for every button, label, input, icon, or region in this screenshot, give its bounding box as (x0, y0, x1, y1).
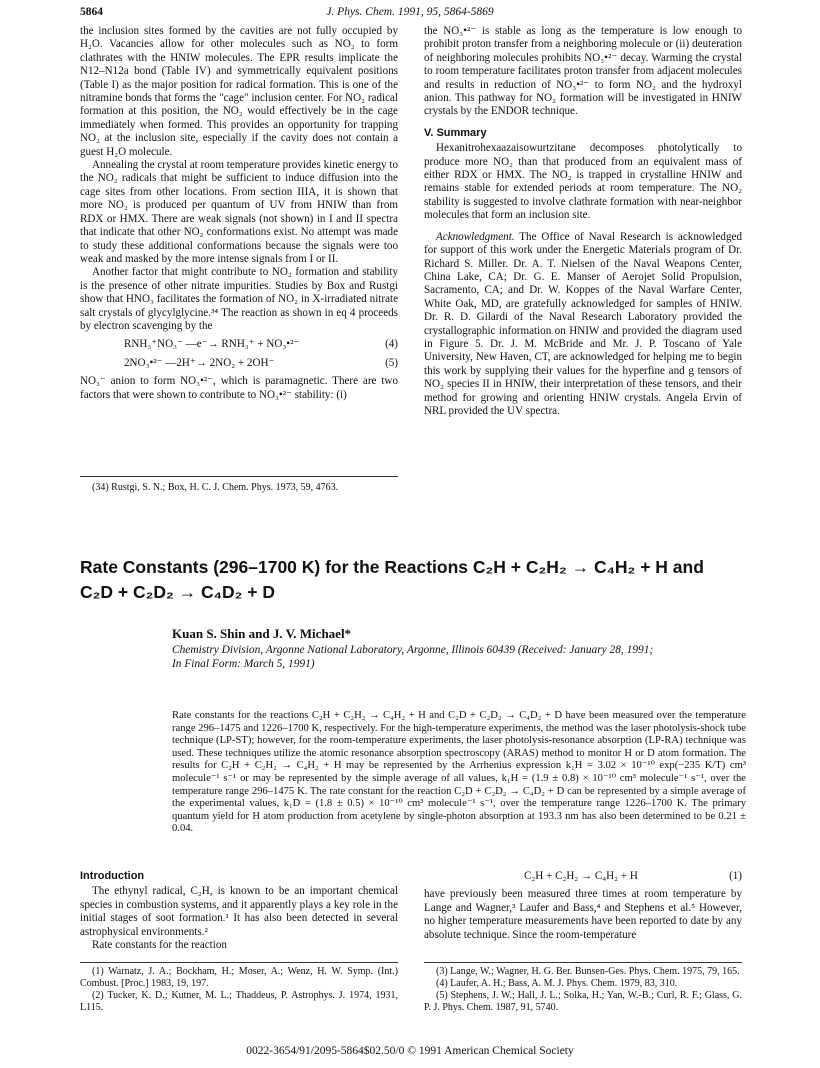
footnotes-left (80, 966, 398, 1014)
paragraph: Another factor that might contribute to NO₂ formation and stability is the presence of other nitrate impurities. Studies by Box and Rustgi show that HNO₃ facilitates the formation of NO₂ in X-irradiated nitrate salt crystals of glycylglycine.³⁴ The reaction as shown in eq 4 proceeds by electron scavenging by the (80, 266, 398, 332)
section-heading-introduction: Introduction (80, 870, 145, 882)
reference-4: (4) Laufer, A. H.; Bass, A. M. J. Phys. Chem. 1979, 83, 310. (436, 978, 678, 989)
equation-1 (424, 870, 742, 883)
paragraph: have previously been measured three times at room temperature by Lange and Wagner,³ Laufer and Bass,⁴ and Stephens et al.⁵ However, no higher temperature measurements have been reported to date by any absolute technique. Since the room-temperature (424, 888, 742, 941)
paragraph: the inclusion sites formed by the cavities are not fully occupied by H₂O. Vacancies allow for other molecules such as NO₂ to form clathrates with the HNIW molecules. The EPR results implicate the N12–N12a bond (Table IV) and symmetrically equivalent positions (Table I) as the major position for radical formation. This is one of the nitramine bonds that forms the "cage" inclusion center. For NO₂ radical formation at this position, the NO₂ would effectively be in the cage immediately when formed. This provides an opportunity for trapping NO₂ at the inclusion site, especially if the cavity does not contain a guest H₂O molecule. (80, 25, 398, 158)
equation-body: 2NO₃•²⁻ —2H⁺→ 2NO₂ + 2OH⁻ (124, 356, 275, 369)
acknowledgment (424, 231, 742, 419)
paragraph: the NO₃•²⁻ is stable as long as the temperature is low enough to prohibit proton transfer from a neighboring molecule or (ii) deuteration of neighboring molecules prohibits NO₃•²⁻ decay. Warming the crystal to room temperature facilitates proton transfer from adjacent molecules and results in reduction of NO₃•²⁻ to form NO₂ and the hydroxyl anion. This pathway for NO₂ formation will be investigated in HNIW crystals by the ENDOR technique. (424, 25, 742, 118)
affiliation-line: In Final Form: March 5, 1991) (172, 657, 315, 670)
journal-citation: J. Phys. Chem. 1991, 95, 5864-5869 (326, 6, 494, 18)
abstract: Rate constants for the reactions C₂H + C₂H₂ → C₄H₂ + H and C₂D + C₂D₂ → C₄D₂ + D have been measured over the temperature range 296–1475 and 1226–1700 K, respectively. For the high-temperature experiments, the method was the laser photolysis-shock tube technique (LP-ST); however, for the room-temperature experiments, the laser photolysis-resonance absorption (LP-RA) technique was used. These techniques utilize the atomic resonance absorption spectroscopy (ARAS) method to monitor H or D atom formation. The results for C₂H + C₂H₂ → C₄H₂ + H may be represented by the Arrhenius expression k₁H = 3.02 × 10⁻¹⁰ exp(−235 K/T) cm³ molecule⁻¹ s⁻¹ or may be represented by the simple average of all values, k₁H = (1.9 ± 0.8) × 10⁻¹⁰ cm³ molecule⁻¹ s⁻¹, over the temperature range 296–1475 K. The rate constant for the reaction C₂D + C₂D₂ → C₄D₂ + D can be represented by a simple average of the experimental values, k₁D = (1.8 ± 0.5) × 10⁻¹⁰ cm³ molecule⁻¹ s⁻¹, over the temperature range 1226–1700 K. The primary quantum yield for H atom production from acetylene by single-photon absorption at 193.3 nm has also been determined to be 0.21 ± 0.04. (172, 710, 746, 835)
left-column-bottom (80, 870, 398, 952)
equation-5 (80, 357, 398, 370)
paragraph: The ethynyl radical, C₂H, is known to be an important chemical species in combustion systems, and it apparently plays a key role in the initial stages of soot formation.¹ It has also been detected in several astrophysical environments.² (80, 885, 398, 938)
article-title (80, 555, 760, 605)
title-line: Rate Constants (296–1700 K) for the Reactions C₂H + C₂H₂ → C₄H₂ + H and (80, 557, 704, 577)
reference-5: (5) Stephens, J. W.; Hall, J. L.; Solka, H.; Yan, W.-B.; Curl, R. F.; Glass, G. P. J. Phys. Chem. 1987, 91, 5740. (424, 990, 742, 1013)
copyright-footer: 0022-3654/91/2095-5864$02.50/0 © 1991 American Chemical Society (246, 1045, 574, 1057)
paragraph: Hexanitrohexaazaisowurtzitane decomposes photolytically to produce more NO₂ than that produced from an equivalent mass of either RDX or HMX. The NO₂ is trapped in crystalline HNIW and remains stable for extended periods at room temperature. The NO₂ stability is suggested to involve clathrate formation with near-neighbor molecules that form an inclusion site. (424, 142, 742, 222)
authors: Kuan S. Shin and J. V. Michael* (172, 626, 352, 641)
equation-number: (5) (385, 356, 398, 369)
footnote-rule (424, 962, 742, 963)
equation-number: (4) (385, 338, 398, 351)
equation-number: (1) (729, 870, 742, 882)
paragraph: Rate constants for the reaction (92, 939, 227, 952)
footnote-rule (80, 476, 398, 477)
equation-body: C₂H + C₂H₂ → C₄H₂ + H (524, 870, 638, 882)
reference-34: (34) Rustgi, S. N.; Box, H. C. J. Chem. Phys. 1973, 59, 4763. (92, 482, 339, 493)
section-heading-summary: V. Summary (424, 126, 487, 139)
acknowledgment-text: The Office of Naval Research is acknowledged for support of this work under the Energetic Materials program of Dr. Richard S. Miller. Dr. A. T. Nielsen of the Naval Weapons Center, China Lake, CA; Dr. G. E. Manser of Aerojet Solid Propulsion, Sacramento, CA; and Dr. W. Koppes of the Naval Warfare Center, White Oak, MD, are gratefully acknowledged for samples of HNIW. Dr. R. D. Gilardi of the Naval Research Laboratory provided the crystallographic information on HNIW and provided the diagram used in Figure 5. Dr. J. M. McBride and Mr. J. P. Toscano of Yale University, New Haven, CT, are acknowledged for helping me to begin this work by supplying their values for the hyperfine and g tensors of NO₂ species II in HNIW, their interpretation of these tensors, and their method for growing and orienting HNIW crystals. Angela Ervin of NRL provided the UV spectra. (424, 230, 742, 417)
footnote-rule (80, 962, 398, 963)
affiliation (172, 644, 752, 671)
affiliation-line: Chemistry Division, Argonne National Laboratory, Argonne, Illinois 60439 (Received: January 28, 1991; (172, 644, 654, 656)
reference-3: (3) Lange, W.; Wagner, H. G. Ber. Bunsen-Ges. Phys. Chem. 1975, 79, 165. (436, 966, 740, 977)
equation-4 (80, 338, 398, 351)
acknowledgment-label: Acknowledgment. (436, 230, 515, 243)
title-line: C₂D + C₂D₂ → C₄D₂ + D (80, 582, 276, 602)
paragraph: Annealing the crystal at room temperature provides kinetic energy to the NO₂ radicals that might be sufficient to induce diffusion into the cage sites from other locations. From section IIIA, it is shown that more NO₂ is produced per quantum of UV from HNIW than from RDX or HMX. There are weak signals (not shown) in I and II spectra that indicate that other NO₂ conformations exist. No attempt was made to study these additional conformations because the signals were too weak and masked by the more intense signals from I or II. (80, 159, 398, 265)
equation-body: RNH₃⁺NO₃⁻ —e⁻→ RNH₃⁺ + NO₃•²⁻ (124, 338, 300, 351)
paragraph: NO₃⁻ anion to form NO₃•²⁻, which is paramagnetic. There are two factors that were shown to contribute to NO₃•²⁻ stability: (i) (80, 375, 398, 401)
footnotes-right (424, 966, 742, 1014)
reference-1: (1) Warnatz, J. A.; Bockham, H.; Moser, A.; Wenz, H. W. Symp. (Int.) Combust. [Proc.] 1983, 19, 197. (80, 966, 398, 989)
page-number: 5864 (80, 6, 103, 18)
right-column-bottom (424, 870, 742, 942)
left-column-top (80, 25, 398, 402)
reference-2: (2) Tucker, K. D.; Kutner, M. L.; Thaddeus, P. Astrophys. J. 1974, 1931, L115. (80, 990, 398, 1013)
right-column-top (424, 25, 742, 418)
